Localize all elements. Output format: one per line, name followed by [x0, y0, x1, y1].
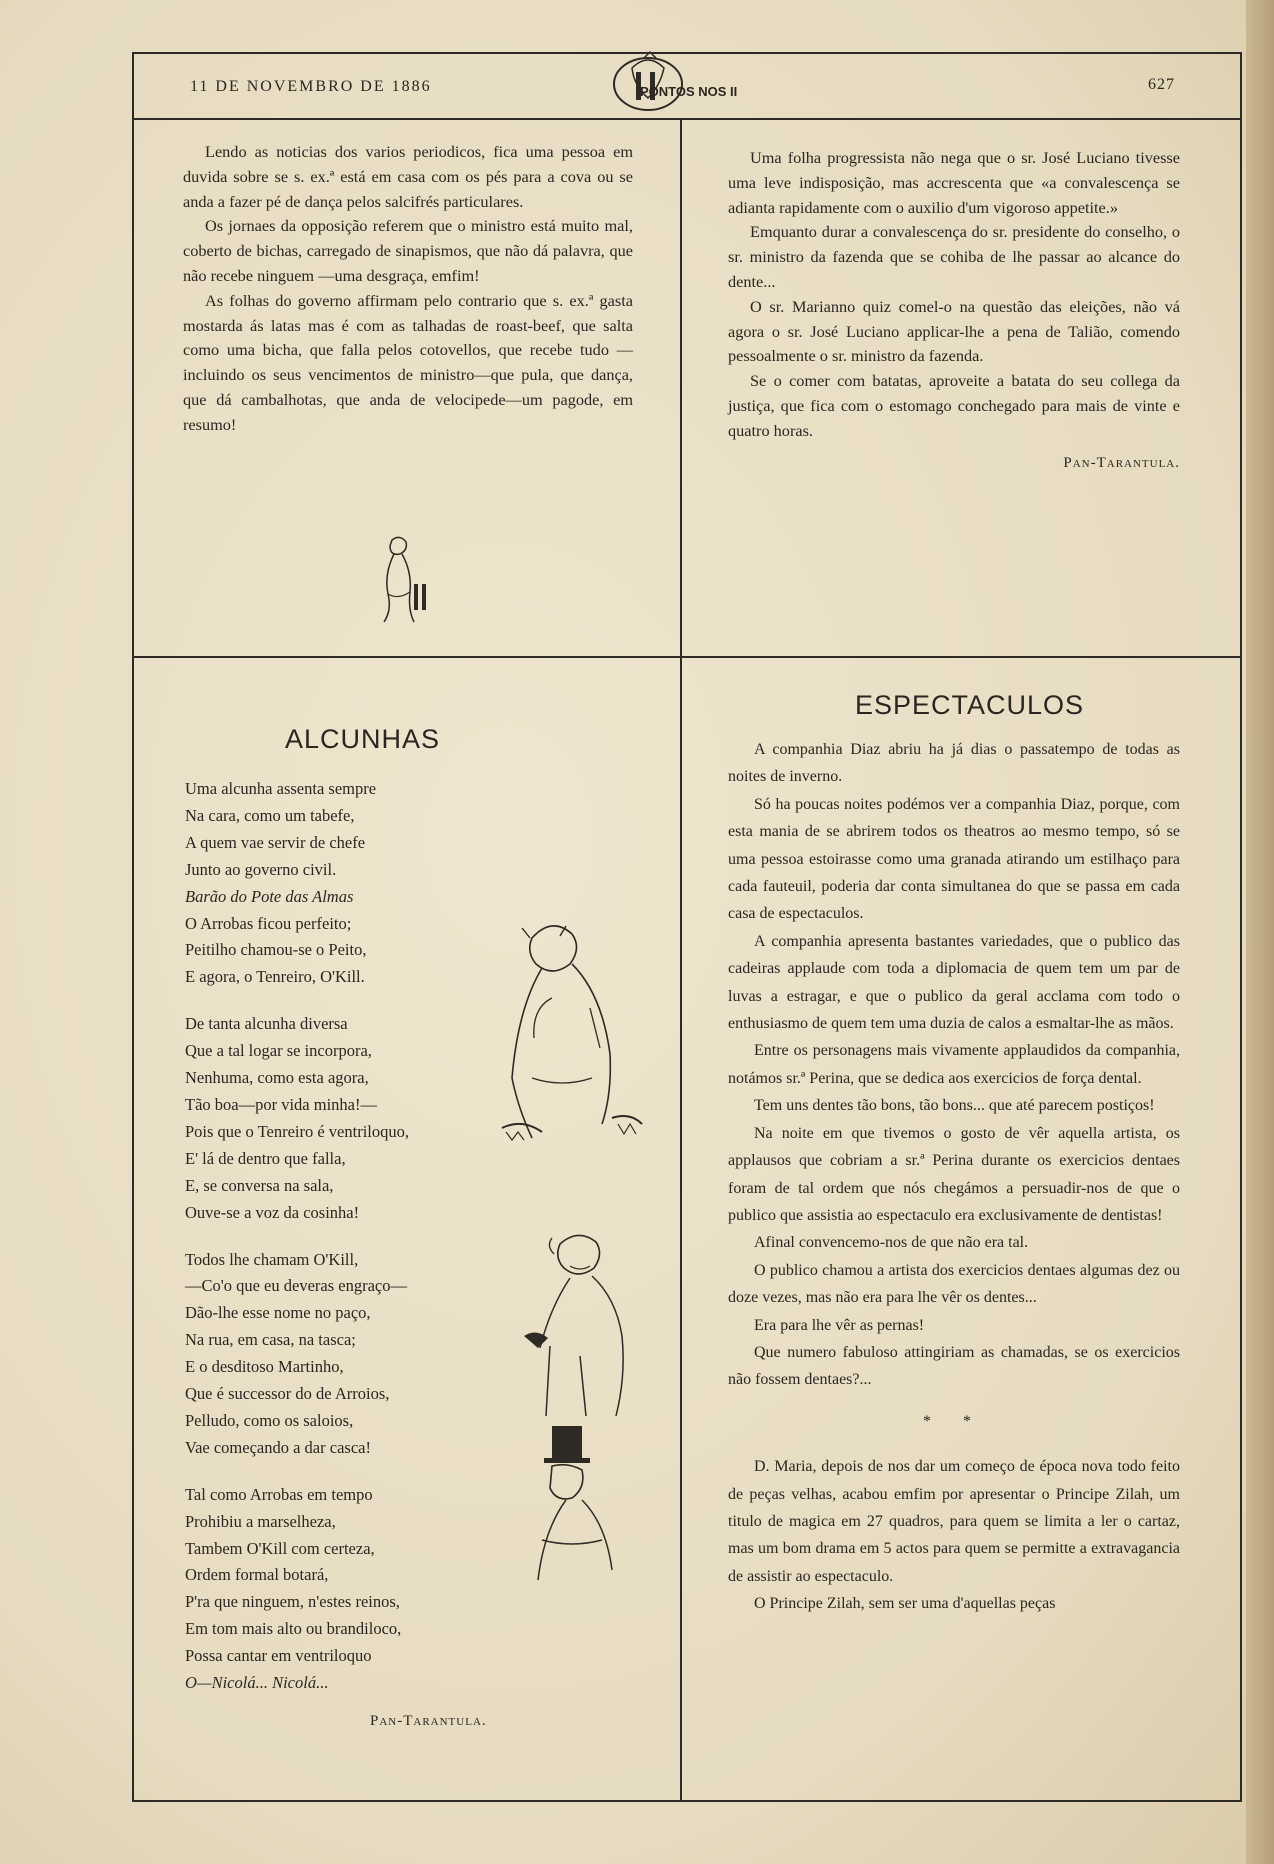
signature-row [370, 1707, 487, 1735]
paragraph: Tem uns dentes tão bons, tão bons... que até parecem postiços! [754, 1097, 1155, 1115]
article-top-left [183, 140, 633, 438]
verse: E o desditoso Martinho, [185, 1357, 344, 1377]
verse: E' lá de dentro que falla, [185, 1148, 346, 1168]
verse: Tambem O'Kill com certeza, [185, 1538, 375, 1558]
paragraph: O sr. Marianno quiz comel-o na questão das eleições, não vá agora o sr. José Luciano applicar-lhe a pena de Talião, comendo pessoalmente o sr. ministro da fazenda. [728, 296, 1180, 366]
column-divider [680, 118, 682, 1802]
verse: O—Nicolá... Nicolá... [185, 1673, 329, 1693]
verse: Na rua, em casa, na tasca; [185, 1330, 356, 1350]
verse: Pois que o Tenreiro é ventriloquo, [185, 1121, 409, 1141]
verse: A quem vae servir de chefe [185, 832, 366, 852]
paragraph: O Principe Zilah, sem ser uma d'aquellas peças [754, 1595, 1056, 1613]
stanza [185, 776, 487, 991]
paragraph: Emquanto durar a convalescença do sr. presidente do conselho, o sr. ministro da fazenda que se cohiba de lhe passar ao alcance do dente... [728, 222, 1180, 291]
verse: Ordem formal botará, [185, 1565, 329, 1585]
verse: Vae começando a dar casca! [185, 1437, 371, 1457]
verse: —Co'o que eu deveras engraço— [185, 1276, 407, 1296]
poem-alcunhas [185, 776, 487, 1735]
header-rule-bottom [134, 118, 1242, 120]
verse: Barão do Pote das Almas [185, 886, 354, 906]
right-border [1240, 52, 1242, 1802]
verse: Que é successor do de Arroios, [185, 1384, 390, 1404]
paragraph: Os jornaes da opposição referem que o ministro está muito mal, coberto de bichas, carregado de sinapismos, que não dá palavra, que não recebe ninguem —uma desgraça, emfim! [183, 216, 633, 285]
paragraph: A companhia apresenta bastantes variedades, que o publico das cadeiras applaude com toda a diplomacia de quem tem um par de luvas a estragar, e que o publico da geral acclama com todo o enthusiasmo de quem tem uma duzia de calos a esmaltar-lhe as mãos. [728, 932, 1180, 1033]
caricature-sketch-1 [492, 918, 672, 1178]
bottom-border [132, 1800, 1242, 1802]
paragraph: Se o comer com batatas, aproveite a batata do seu collega da justiça, que fica com o estomago conchegado para mais de vinte e quatro horas. [728, 371, 1180, 440]
paragraph: O publico chamou a artista dos exercicios dentaes algumas dez ou doze vezes, mas não era para lhe vêr os dentes... [728, 1261, 1180, 1307]
paragraph: A companhia Diaz abriu ha já dias o passatempo de todas as noites de inverno. [728, 741, 1180, 786]
stanza [185, 1482, 487, 1697]
paragraph: Na noite em que tivemos o gosto de vêr aquella artista, os applausos que cobriam a sr.ª Perina durante os exercicios dentaes foram de tal ordem que nós chegámos a persuadir-nos de que o publico que assistia ao espectaculo era exclusivamente de dentistas! [728, 1124, 1180, 1224]
article-espectaculos [728, 736, 1180, 1618]
verse: E, se conversa na sala, [185, 1175, 334, 1195]
verse: Uma alcunha assenta sempre [185, 779, 377, 798]
issue-date: 11 DE NOVEMBRO DE 1886 [190, 78, 432, 95]
paragraph: As folhas do governo affirmam pelo contrario que s. ex.ª gasta mostarda ás latas mas é com as talhadas de roast-beef, que salta como uma bicha, que falla pelos cotovellos, que recebe tudo — incluindo os seus vencimentos de ministro—que pula, que dança, que dá cambalhotas, que anda de velocipede—um pagode, em resumo! [183, 290, 633, 434]
verse: Que a tal logar se incorpora, [185, 1041, 372, 1061]
verse: Na cara, como um tabefe, [185, 805, 355, 825]
paragraph: Lendo as noticias dos varios periodicos, fica uma pessoa em duvida sobre se s. ex.ª está em casa com os pés para a cova ou se anda a fazer pé de dança pelos salcifrés particulares. [183, 142, 633, 211]
section-title-alcunhas: ALCUNHAS [285, 724, 441, 754]
stanza-gap [185, 991, 487, 1011]
paragraph: Só ha poucas noites podémos ver a companhia Diaz, porque, com esta mania de se abrirem todos os theatros ao mesmo tempo, só se uma pessoa estoirasse como uma granada atirando um estilhaço para cada fauteuil, poderia dar conta simultanea do que se passa em cada casa de espectaculos. [728, 795, 1180, 923]
verse: Tal como Arrobas em tempo [185, 1484, 373, 1504]
caricature-sketch-3 [512, 1420, 642, 1600]
verse: Tão boa—por vida minha!— [185, 1094, 377, 1114]
verse: Em tom mais alto ou brandiloco, [185, 1619, 402, 1639]
paragraph: Era para lhe vêr as pernas! [754, 1316, 925, 1334]
caricature-sketch-2 [510, 1226, 660, 1436]
stanza [185, 1011, 487, 1226]
page-edge [1246, 0, 1274, 1864]
verse: Peitilho chamou-se o Peito, [185, 940, 367, 960]
page-number: 627 [1148, 76, 1175, 93]
verse: O Arrobas ficou perfeito; [185, 913, 352, 933]
verse: Pelludo, como os saloios, [185, 1410, 354, 1430]
stanza-gap [185, 1227, 487, 1247]
section-stars: * * [923, 1412, 985, 1430]
verse: Prohibiu a marselheza, [185, 1511, 336, 1531]
article-top-right [728, 146, 1180, 475]
signature: Pan-Tarantula. [370, 1713, 487, 1729]
masthead-title: PONTOS NOS II [640, 84, 738, 99]
paragraph: D. Maria, depois de nos dar um começo de época nova todo feito de peças velhas, acabou emfim por apresentar o Principe Zilah, um titulo de magica em 27 quadros, para quem se limita a ler o cartaz, mas um bom drama em 5 actos para quem se permitte a extravagancia de assistir ao espectaculo. [728, 1458, 1180, 1585]
paragraph: Uma folha progressista não nega que o sr. José Luciano tivesse uma leve indisposição, mas accrescenta que «a convalescença se adianta rapidamente com o auxilio d'um vigoroso appetite.» [728, 148, 1180, 217]
paragraph: Que numero fabuloso attingiriam as chamadas, se os exercicios não fossem dentaes?... [728, 1343, 1180, 1389]
verse: Todos lhe chamam O'Kill, [185, 1249, 359, 1269]
left-border [132, 52, 134, 1802]
verse: Possa cantar em ventriloquo [185, 1646, 372, 1666]
signature: Pan-Tarantula. [1063, 454, 1180, 471]
verse: P'ra que ninguem, n'estes reinos, [185, 1592, 400, 1612]
verse: Dão-lhe esse nome no paço, [185, 1303, 371, 1323]
verse: De tanta alcunha diversa [185, 1014, 348, 1034]
paragraph: Afinal convencemo-nos de que não era tal. [754, 1234, 1029, 1252]
verse: Ouve-se a voz da cosinha! [185, 1202, 360, 1222]
stanza [185, 1247, 487, 1462]
verse: E agora, o Tenreiro, O'Kill. [185, 967, 365, 987]
signature-row [728, 450, 1180, 476]
small-figure-sketch [362, 532, 432, 628]
verse: Junto ao governo civil. [185, 859, 337, 879]
paragraph: Entre os personagens mais vivamente applaudidos da companhia, notámos sr.ª Perina, que se dedica aos exercicios de força dental. [728, 1042, 1180, 1087]
section-divider [132, 656, 1242, 658]
masthead-logo [600, 50, 760, 116]
section-title-espectaculos: ESPECTACULOS [855, 690, 1085, 720]
verse: Nenhuma, como esta agora, [185, 1068, 369, 1088]
stanza-gap [185, 1462, 487, 1482]
